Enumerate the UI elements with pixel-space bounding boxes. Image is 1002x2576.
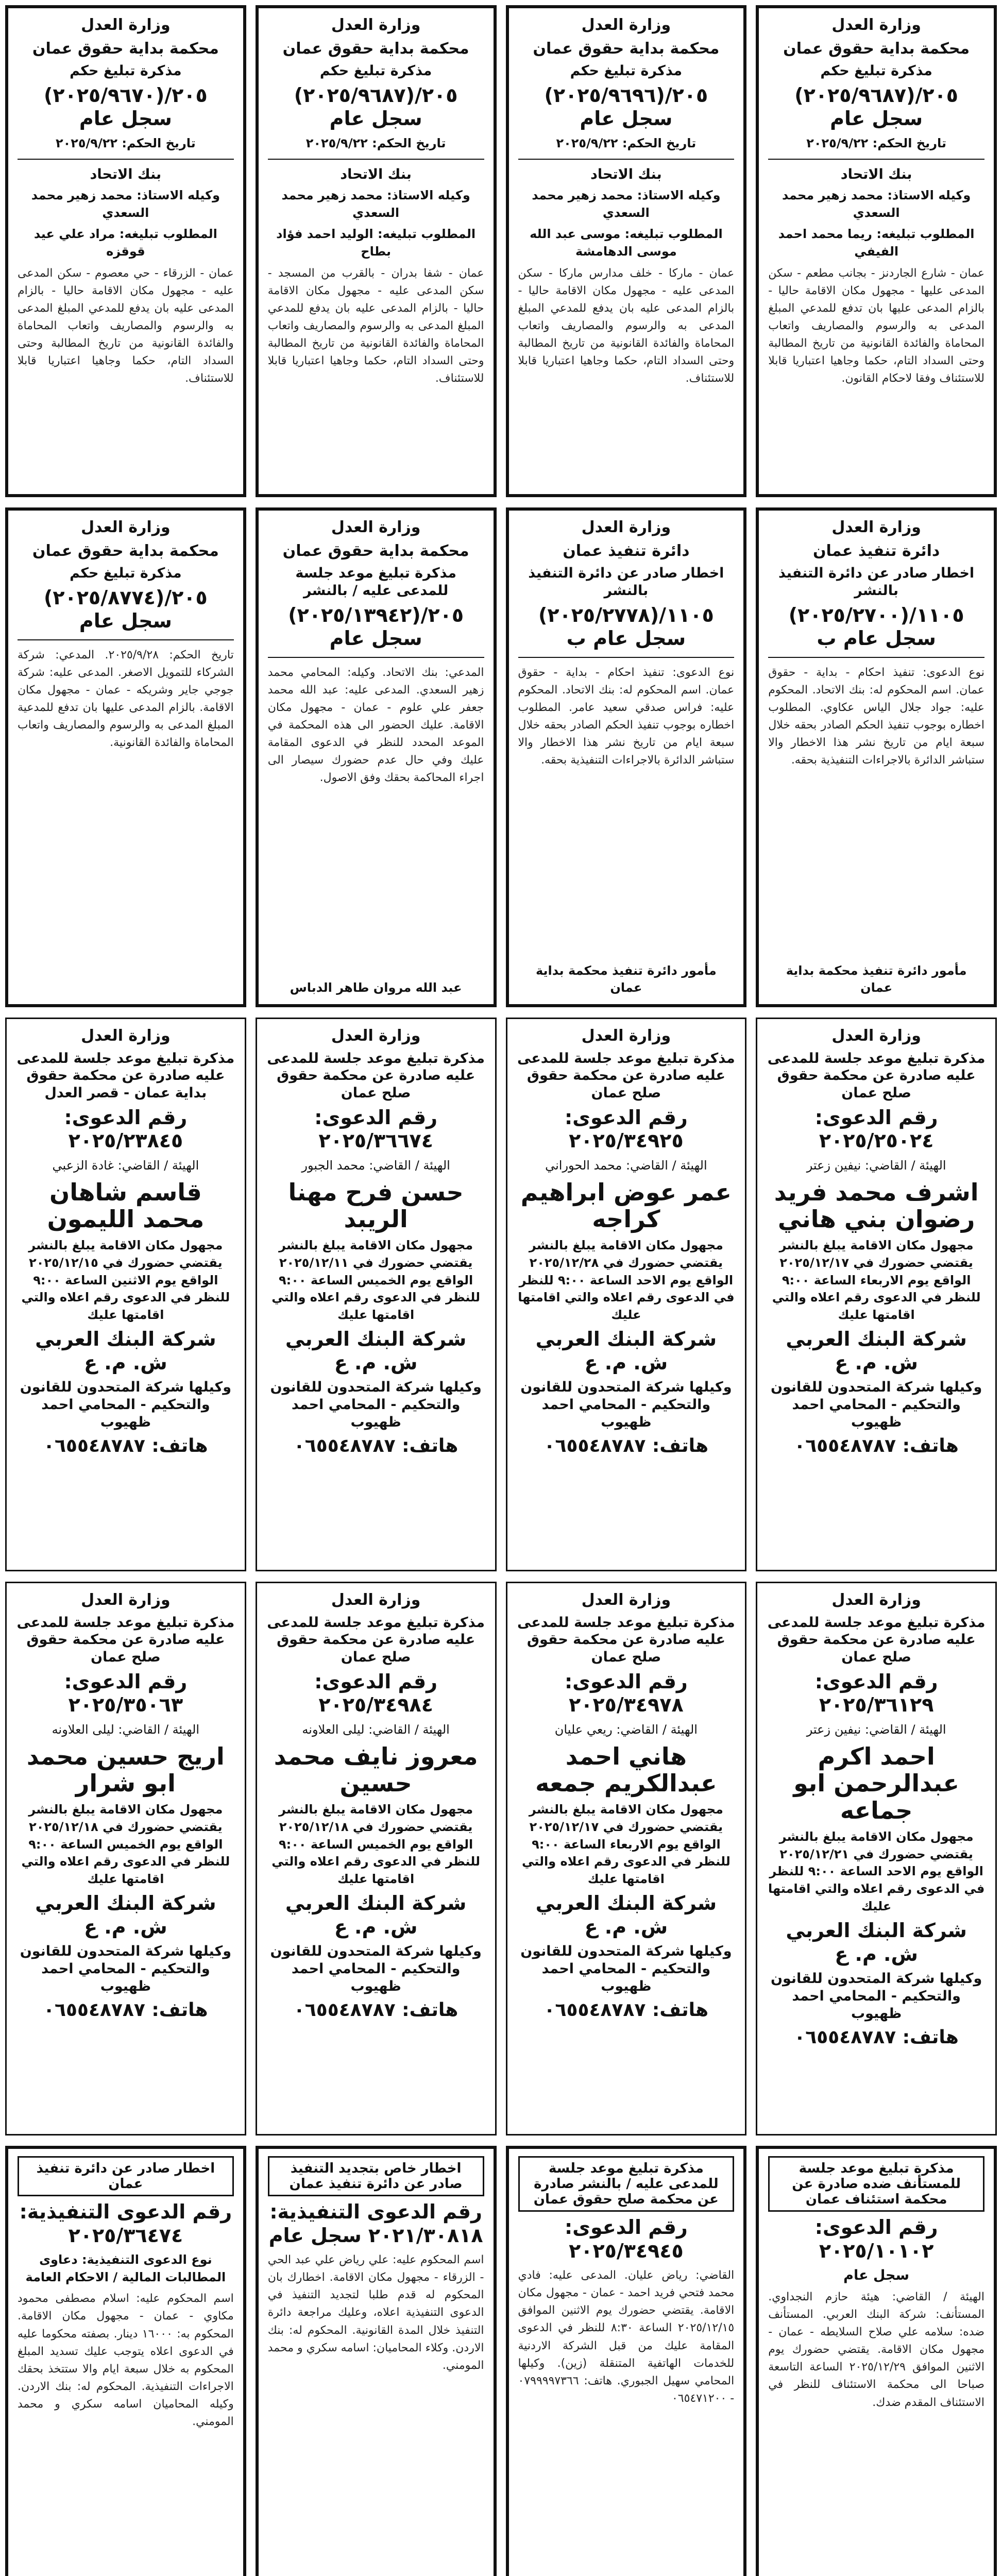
case-number: رقم الدعوى: ٢٠٢٥/٣٤٩٧٨ <box>564 1670 688 1717</box>
notice-body: عمان - شارع الجاردنز - بجانب مطعم - سكن المدعى عليها - مجهول مكان الاقامة حاليا - بالزام المدعى عليها بان تدفع للمدعي المبلغ المدعى به والرسوم والمصاريف واتعاب المحاماة والفائدة القانونية من تاريخ المطالبة وحتى السداد التام، حكما وجاهيا اعتباريا قابلا للاستئناف وفقا لاحكام القانون. <box>768 266 984 385</box>
judgment-notice <box>506 5 747 497</box>
phone: هاتف: ٠٦٥٥٤٨٧٨٧ <box>43 1435 208 1456</box>
case-number: رقم الدعوى: ٢٠٢٥/٣٤٩٤٥ <box>564 2216 688 2262</box>
notice-body: مجهول مكان الاقامة يبلغ بالنشر يقتضي حضورك في ٢٠٢٥/١٢/١٨ الواقع يوم الخميس الساعة ٩:٠٠ للنظر في الدعوى رقم اعلاه والتي اقامتها عليك <box>21 1802 230 1886</box>
divider <box>518 657 735 658</box>
ministry: وزارة العدل <box>331 16 421 34</box>
plaintiff: شركة البنك العربي ش. م. ع <box>535 1328 717 1374</box>
defendant-name: احمد اكرم عبدالرحمن ابو جماعه <box>793 1742 959 1825</box>
ministry: وزارة العدل <box>831 1027 921 1045</box>
appeal-notice <box>756 2146 997 2576</box>
agent: وكيلها شركة المتحدون للقانون والتحكيم - المحامي احمد ظهيوب <box>20 1943 232 1994</box>
defendant: المطلوب تبليغه: ريما محمد احمد الفيفي <box>778 227 975 259</box>
case-number: رقم الدعوى: ٢٠٢٥/١٠١٠٢ <box>814 2216 938 2262</box>
hearing-notice <box>256 1582 497 2136</box>
notice-kind: مذكرة تبليغ حكم <box>70 63 182 79</box>
defendant-name: قاسم شاهان محمد الليمون <box>47 1178 205 1233</box>
notice-body: عمان - ماركا - خلف مدارس ماركا - سكن المدعى عليه - مجهول مكان الاقامة حاليا - بالزام المدعى عليه بان يدفع للمدعي المبلغ المدعى به والرسوم والمصاريف واتعاب المحاماة والفائدة القانونية من تاريخ المطالبة وحتى السداد التام، حكما وجاهيا اعتباريا قابلا للاستئناف. <box>518 266 735 385</box>
ministry: وزارة العدل <box>331 1027 421 1045</box>
agent: وكيلها شركة المتحدون للقانون والتحكيم - المحامي احمد ظهيوب <box>770 1971 982 2022</box>
defendant-name: عمر عوض ابراهيم كراجه <box>520 1178 732 1233</box>
notice-title: مذكرة تبليغ حكم <box>70 565 182 581</box>
phone: هاتف: ٠٦٥٥٤٨٧٨٧ <box>43 1999 208 2021</box>
notice-body: مجهول مكان الاقامة يبلغ بالنشر يقتضي حضورك في ٢٠٢٥/١٢/١٥ الواقع يوم الاثنين الساعة ٩:٠٠ للنظر في الدعوى رقم اعلاه والتي اقامتها عليك <box>21 1238 230 1322</box>
case-number: ٢٠٥/(٢٠٢٥/٩٦٨٧) سجل عام <box>294 83 458 130</box>
notice-body: اسم المحكوم عليه: علي رياض علي عبد الحي - الزرقاء - مجهول مكان الاقامة. اخطارك بان المحكوم له قدم طلبا لتجديد التنفيذ في الدعوى التنفيذية اعلاه، وعليك مراجعة دائرة التنفيذ خلال المدة القانونية. المحكوم له: بنك الاردن. وكلاء المحاميان: اسامه سكري و محمد المومني. <box>267 2253 484 2372</box>
judgment-notice <box>256 5 497 497</box>
case-number: ٢٠٥/(٢٠٢٥/٩٦٩٦) سجل عام <box>544 83 708 130</box>
plaintiff: شركة البنك العربي ش. م. ع <box>285 1328 467 1374</box>
notice-title: اخطار صادر عن دائرة التنفيذ بالنشر <box>778 565 975 599</box>
ministry: وزارة العدل <box>81 518 171 536</box>
defendant: المطلوب تبليغه: الوليد احمد فؤاد بطاح <box>276 227 476 259</box>
hearing-notice <box>5 1582 246 2136</box>
plaintiff: بنك الاتحاد <box>840 166 912 182</box>
judge: الهيئة / القاضي: ليلى العلاونه <box>52 1722 200 1737</box>
case-number: رقم الدعوى التنفيذية: ٢٠٢١/٣٠٨١٨ سجل عام <box>268 2200 483 2247</box>
plaintiff: بنك الاتحاد <box>90 166 162 182</box>
notices-row-3 <box>5 1018 997 1571</box>
department: دائرة تنفيذ عمان <box>812 541 940 560</box>
plaintiff: شركة البنك العربي ش. م. ع <box>786 1919 967 1965</box>
hearing-notice <box>506 1018 747 1571</box>
agent: وكيلها شركة المتحدون للقانون والتحكيم - المحامي احمد ظهيوب <box>270 1943 482 1994</box>
notices-row-5 <box>5 2146 997 2576</box>
case-number: رقم الدعوى: ٢٠٢٥/٢٥٠٢٤ <box>814 1106 938 1153</box>
execution-notice <box>5 2146 246 2576</box>
notice-header: اخطار صادر عن دائرة تنفيذ عمان <box>18 2156 234 2196</box>
notice-title: مذكرة تبليغ موعد جلسة للمدعى عليه صادرة عن محكمة حقوق صلح عمان <box>267 1614 485 1665</box>
judgment-notice <box>756 5 997 497</box>
notice-title: مذكرة تبليغ موعد جلسة للمدعى عليه صادرة عن محكمة حقوق صلح عمان <box>767 1050 986 1101</box>
notice-body: مجهول مكان الاقامة يبلغ بالنشر يقتضي حضورك في ٢٠٢٥/١٢/١٧ الواقع يوم الاربعاء الساعة ٩:٠٠ للنظر في الدعوى رقم اعلاه والتي اقامتها عليك <box>772 1238 981 1322</box>
plaintiff: بنك الاتحاد <box>340 166 412 182</box>
notice-body: تاريخ الحكم: ٢٠٢٥/٩/٢٨. المدعي: شركة الشركاء للتمويل الاصغر. المدعى عليه: شركة جوجي جاير وشريكه - عمان - مجهول مكان الاقامة. بالزام المدعى عليها بان تدفع للمدعية المبلغ المدعى به والرسوم والمصاريف واتعاب المحاماة والفائدة القانونية. <box>18 648 234 750</box>
case-type: نوع الدعوى التنفيذية: دعاوى المطالبات المالية / الاحكام العامة <box>25 2252 226 2284</box>
notice-title: اخطار صادر عن دائرة التنفيذ بالنشر <box>528 565 724 599</box>
phone: هاتف: ٠٦٥٥٤٨٧٨٧ <box>794 1435 959 1456</box>
hearing-notice <box>5 1018 246 1571</box>
hearing-notice <box>506 1582 747 2136</box>
agent: وكيله الاستاذ: محمد زهير محمد السعدي <box>532 188 721 220</box>
notice-body: مجهول مكان الاقامة يبلغ بالنشر يقتضي حضورك في ٢٠٢٥/١٢/٢١ الواقع يوم الاحد الساعة ٩:٠٠ للنظر في الدعوى رقم اعلاه والتي اقامتها عليك <box>768 1829 985 1913</box>
plaintiff: شركة البنك العربي ش. م. ع <box>786 1328 967 1374</box>
notice-kind: مذكرة تبليغ حكم <box>820 63 932 79</box>
notice-body: مجهول مكان الاقامة يبلغ بالنشر يقتضي حضورك في ٢٠٢٥/١٢/١٨ الواقع يوم الخميس الساعة ٩:٠٠ للنظر في الدعوى رقم اعلاه والتي اقامتها عليك <box>271 1802 481 1886</box>
signature: عبد الله مروان طاهر الدباس <box>290 980 462 995</box>
divider <box>768 657 984 658</box>
judge: الهيئة / القاضي: محمد الحوراني <box>545 1158 707 1173</box>
agent: وكيلها شركة المتحدون للقانون والتحكيم - المحامي احمد ظهيوب <box>520 1379 732 1430</box>
ministry: وزارة العدل <box>331 1591 421 1609</box>
divider <box>768 159 984 160</box>
hearing-notice <box>256 507 497 1007</box>
notice-kind: مذكرة تبليغ حكم <box>319 63 432 79</box>
defendant-name: اريج حسين محمد ابو شرار <box>26 1742 225 1798</box>
execution-notice <box>506 507 747 1007</box>
notice-body: القاضي: رياض عليان. المدعى عليه: فادي محمد فتحي فريد احمد - عمان - مجهول مكان الاقامة. يقتضي حضورك يوم الاثنين الموافق ٢٠٢٥/١٢/١٥ الساعة ٨:٣٠ للنظر في الدعوى المقامة عليك من قبل الشركة الاردنية للخدمات الهاتفية المتنقلة (زين). وكيلها المحامي سهيل الجبوري. هاتف: ٠٧٩٩٩٩٧٣٦٦ - ٠٦٥٤٧١٢٠٠ <box>518 2269 735 2405</box>
plaintiff: بنك الاتحاد <box>590 166 662 182</box>
agent: وكيلها شركة المتحدون للقانون والتحكيم - المحامي احمد ظهيوب <box>770 1379 982 1430</box>
notice-title: مذكرة تبليغ موعد جلسة للمدعى عليه صادرة عن محكمة حقوق صلح عمان <box>517 1614 735 1665</box>
case-number: رقم الدعوى: ٢٠٢٥/٣٦٦٧٤ <box>314 1106 438 1153</box>
notice-body: الهيئة / القاضي: هيئة حازم النجداوي. المستأنف: شركة البنك العربي. المستأنف ضده: سلامه علي صلاح السلايطه - عمان - مجهول مكان الاقامة. يقتضي حضورك يوم الاثنين الموافق ٢٠٢٥/١٢/٢٩ الساعة التاسعة صباحا الى محكمة الاستئناف للنظر في الاستئناف المقدم ضدك. <box>768 2290 984 2409</box>
notice-body: نوع الدعوى: تنفيذ احكام - بداية - حقوق عمان. اسم المحكوم له: بنك الاتحاد. المحكوم عليه: جواد جلال الياس عكاوي. المطلوب اخطاره بوجوب تنفيذ الحكم الصادر بحقه خلال سبعة ايام من تاريخ نشر هذا الاخطار والا ستباشر الدائرة بالاجراءات التنفيذية بحقه. <box>768 666 984 767</box>
case-number: ٢٠٥/(٢٠٢٥/١٣٩٤٢) سجل عام <box>288 603 464 650</box>
case-number: رقم الدعوى: ٢٠٢٥/٣٥٠٦٣ <box>64 1670 188 1717</box>
divider <box>268 657 484 658</box>
notice-body: مجهول مكان الاقامة يبلغ بالنشر يقتضي حضورك في ٢٠٢٥/١٢/١١ الواقع يوم الخميس الساعة ٩:٠٠ للنظر في الدعوى رقم اعلاه والتي اقامتها عليك <box>271 1238 481 1322</box>
judge: الهيئة / القاضي: ليلى العلاونه <box>302 1722 450 1737</box>
notice-title: مذكرة تبليغ موعد جلسة للمدعى عليه صادرة عن محكمة حقوق صلح عمان <box>16 1614 235 1665</box>
hearing-notice <box>756 1582 997 2136</box>
ministry: وزارة العدل <box>581 1027 671 1045</box>
ministry: وزارة العدل <box>81 16 171 34</box>
phone: هاتف: ٠٦٥٥٤٨٧٨٧ <box>293 1435 458 1456</box>
ministry: وزارة العدل <box>831 16 921 34</box>
judgment-date: تاريخ الحكم: ٢٠٢٥/٩/٢٢ <box>806 135 947 150</box>
judge: الهيئة / القاضي: نيفين زعتر <box>806 1158 946 1173</box>
ministry: وزارة العدل <box>331 518 421 536</box>
notice-title: مذكرة تبليغ موعد جلسة للمدعى عليه صادرة عن محكمة حقوق صلح عمان <box>767 1614 986 1665</box>
phone: هاتف: ٠٦٥٥٤٨٧٨٧ <box>544 1435 709 1456</box>
agent: وكيله الاستاذ: محمد زهير محمد السعدي <box>31 188 220 220</box>
execution-renewal-notice <box>256 2146 497 2576</box>
judge: الهيئة / القاضي: غادة الزعبي <box>52 1158 199 1173</box>
hearing-notice <box>756 1018 997 1571</box>
defendant-name: هاني احمد عبدالكريم جمعه <box>535 1742 717 1798</box>
notice-header: مذكرة تبليغ موعد جلسة للمستأنف ضده صادرة عن محكمة استئناف عمان <box>768 2156 984 2212</box>
ministry: وزارة العدل <box>81 1027 171 1045</box>
divider <box>18 639 234 640</box>
notice-kind: مذكرة تبليغ حكم <box>570 63 683 79</box>
notice-body: مجهول مكان الاقامة يبلغ بالنشر يقتضي حضورك في ٢٠٢٥/١٢/٢٨ الواقع يوم الاحد الساعة ٩:٠٠ للنظر في الدعوى رقم اعلاه والتي اقامتها عليك <box>518 1238 735 1322</box>
divider <box>518 159 735 160</box>
judge: الهيئة / القاضي: ريعي عليان <box>554 1722 698 1737</box>
case-number: ٢٠٥/(٢٠٢٥/٩٦٨٧) سجل عام <box>794 83 958 130</box>
case-number: رقم الدعوى التنفيذية: ٢٠٢٥/٣٦٤٧٤ <box>19 2200 232 2247</box>
notice-body: مجهول مكان الاقامة يبلغ بالنشر يقتضي حضورك في ٢٠٢٥/١٢/١٧ الواقع يوم الاربعاء الساعة ٩:٠٠ للنظر في الدعوى رقم اعلاه والتي اقامتها عليك <box>521 1802 731 1886</box>
court: محكمة بداية حقوق عمان <box>783 39 970 58</box>
notice-body: المدعي: بنك الاتحاد. وكيله: المحامي محمد زهير السعدي. المدعى عليه: عبد الله محمد جعفر علي علوم - عمان - مجهول مكان الاقامة. عليك الحضور الى هذه المحكمة في الموعد المحدد للنظر في الدعوى المقامة عليك وفي حال عدم حضورك سيصار الى اجراء المحاكمة بحقك وفق الاصول. <box>267 666 484 785</box>
register: سجل عام <box>843 2267 910 2284</box>
court: محكمة بداية حقوق عمان <box>282 541 469 560</box>
phone: هاتف: ٠٦٥٥٤٨٧٨٧ <box>794 2026 959 2048</box>
case-number: رقم الدعوى: ٢٠٢٥/٣٤٩٨٤ <box>314 1670 438 1717</box>
phone: هاتف: ٠٦٥٥٤٨٧٨٧ <box>544 1999 709 2021</box>
defendant-name: اشرف محمد فريد رضوان بني هاني <box>774 1178 979 1233</box>
ministry: وزارة العدل <box>831 518 921 536</box>
agent: وكيلها شركة المتحدون للقانون والتحكيم - المحامي احمد ظهيوب <box>20 1379 232 1430</box>
notices-row-1 <box>5 5 997 497</box>
agent: وكيله الاستاذ: محمد زهير محمد السعدي <box>782 188 971 220</box>
case-number: ١١٠٥/(٢٠٢٥/٢٧٠٠) سجل عام ب <box>788 603 964 650</box>
agent: وكيلها شركة المتحدون للقانون والتحكيم - المحامي احمد ظهيوب <box>270 1379 482 1430</box>
defendant: المطلوب تبليغه: موسى عبد الله موسى الدهامشة <box>530 227 723 259</box>
judge: الهيئة / القاضي: نيفين زعتر <box>806 1722 946 1737</box>
judgment-date: تاريخ الحكم: ٢٠٢٥/٩/٢٢ <box>556 135 697 150</box>
plaintiff: شركة البنك العربي ش. م. ع <box>535 1892 717 1938</box>
case-number: ٢٠٥/(٢٠٢٥/٩٦٧٠) سجل عام <box>44 83 208 130</box>
court: محكمة بداية حقوق عمان <box>32 541 219 560</box>
defendant-name: حسن فرح مهنا الريبد <box>288 1178 464 1233</box>
ministry: وزارة العدل <box>831 1591 921 1609</box>
notice-title: مذكرة تبليغ موعد جلسة للمدعى عليه صادرة عن محكمة حقوق صلح عمان <box>517 1050 735 1101</box>
notice-body: نوع الدعوى: تنفيذ احكام - بداية - حقوق عمان. اسم المحكوم له: بنك الاتحاد. المحكوم عليه: فراس صدقي سعيد عامر. المطلوب اخطاره بوجوب تنفيذ الحكم الصادر بحقه خلال سبعة ايام من تاريخ نشر هذا الاخطار والا ستباشر الدائرة بالاجراءات التنفيذية بحقه. <box>518 666 735 767</box>
ministry: وزارة العدل <box>581 16 671 34</box>
case-number: رقم الدعوى: ٢٠٢٥/٣٦١٢٩ <box>814 1670 938 1717</box>
phone: هاتف: ٠٦٥٥٤٨٧٨٧ <box>293 1999 458 2021</box>
court: محكمة بداية حقوق عمان <box>282 39 469 58</box>
judgment-notice <box>5 5 246 497</box>
agent: وكيلها شركة المتحدون للقانون والتحكيم - المحامي احمد ظهيوب <box>520 1943 732 1994</box>
case-number: ١١٠٥/(٢٠٢٥/٢٧٧٨) سجل عام ب <box>538 603 714 650</box>
notice-header: اخطار خاص بتجديد التنفيذ صادر عن دائرة تنفيذ عمان <box>268 2156 484 2196</box>
notice-body: عمان - الزرقاء - حي معصوم - سكن المدعى عليه - مجهول مكان الاقامة حاليا - بالزام المدعى عليه بان يدفع للمدعي المبلغ المدعى به والرسوم والمصاريف واتعاب المحاماة والفائدة القانونية من تاريخ المطالبة وحتى السداد التام، حكما وجاهيا اعتباريا قابلا للاستئناف. <box>18 266 234 385</box>
case-number: رقم الدعوى: ٢٠٢٥/٣٤٩٢٥ <box>564 1106 688 1153</box>
judgment-date: تاريخ الحكم: ٢٠٢٥/٩/٢٢ <box>55 135 196 150</box>
defendant-name: معروز نايف محمد حسين <box>274 1742 478 1798</box>
notice-title: مذكرة تبليغ موعد جلسة للمدعى عليه صادرة عن محكمة حقوق صلح عمان <box>267 1050 485 1101</box>
divider <box>18 159 234 160</box>
case-number: ٢٠٥/(٢٠٢٥/٨٧٧٤) سجل عام <box>44 586 208 633</box>
ministry: وزارة العدل <box>81 1591 171 1609</box>
notice-body: اسم المحكوم عليه: اسلام مصطفى محمود مكاوي - عمان - مجهول مكان الاقامة. المحكوم به: ١٦٠٠٠ دينار. بصفته محكوما عليه في الدعوى اعلاه يتوجب عليك تسديد المبلغ المحكوم به خلال سبعة ايام والا ستتخذ بحقك الاجراءات التنفيذية. المحكوم له: بنك الاردن. وكيله المحاميان اسامه سكري و محمد المومني. <box>18 2292 234 2429</box>
notice-body: عمان - شفا بدران - بالقرب من المسجد - سكن المدعى عليه - مجهول مكان الاقامة حاليا - بالزام المدعى عليه بان يدفع للمدعي المبلغ المدعى به والرسوم والمصاريف واتعاب المحاماة والفائدة القانونية من تاريخ المطالبة وحتى السداد التام، حكما وجاهيا اعتباريا قابلا للاستئناف. <box>267 266 484 385</box>
plaintiff: شركة البنك العربي ش. م. ع <box>35 1892 216 1938</box>
judgment-notice <box>5 507 246 1007</box>
ministry: وزارة العدل <box>581 518 671 536</box>
hearing-notice <box>256 1018 497 1571</box>
defendant: المطلوب تبليغه: مراد علي عيد قوقزه <box>33 227 217 259</box>
judge: الهيئة / القاضي: محمد الجبور <box>301 1158 450 1173</box>
signature: مأمور دائرة تنفيذ محكمة بداية عمان <box>535 963 717 995</box>
case-number: رقم الدعوى: ٢٠٢٥/٢٣٨٤٥ <box>64 1106 188 1153</box>
court: محكمة بداية حقوق عمان <box>32 39 219 58</box>
plaintiff: شركة البنك العربي ش. م. ع <box>285 1892 467 1938</box>
agent: وكيله الاستاذ: محمد زهير محمد السعدي <box>281 188 470 220</box>
notices-row-2 <box>5 507 997 1007</box>
ministry: وزارة العدل <box>581 1591 671 1609</box>
department: دائرة تنفيذ عمان <box>563 541 690 560</box>
notice-title: مذكرة تبليغ موعد جلسة للمدعى عليه / بالنشر <box>295 565 456 599</box>
notices-row-4 <box>5 1582 997 2136</box>
notice-title: مذكرة تبليغ موعد جلسة للمدعى عليه صادرة عن محكمة حقوق بداية عمان - قصر العدل <box>16 1050 235 1101</box>
judgment-date: تاريخ الحكم: ٢٠٢٥/٩/٢٢ <box>305 135 446 150</box>
notice-header: مذكرة تبليغ موعد جلسة للمدعى عليه / بالنشر صادرة عن محكمة صلح حقوق عمان <box>518 2156 735 2212</box>
court: محكمة بداية حقوق عمان <box>533 39 720 58</box>
divider <box>268 159 484 160</box>
plaintiff: شركة البنك العربي ش. م. ع <box>35 1328 216 1374</box>
execution-notice <box>756 507 997 1007</box>
signature: مأمور دائرة تنفيذ محكمة بداية عمان <box>786 963 967 995</box>
hearing-notice <box>506 2146 747 2576</box>
